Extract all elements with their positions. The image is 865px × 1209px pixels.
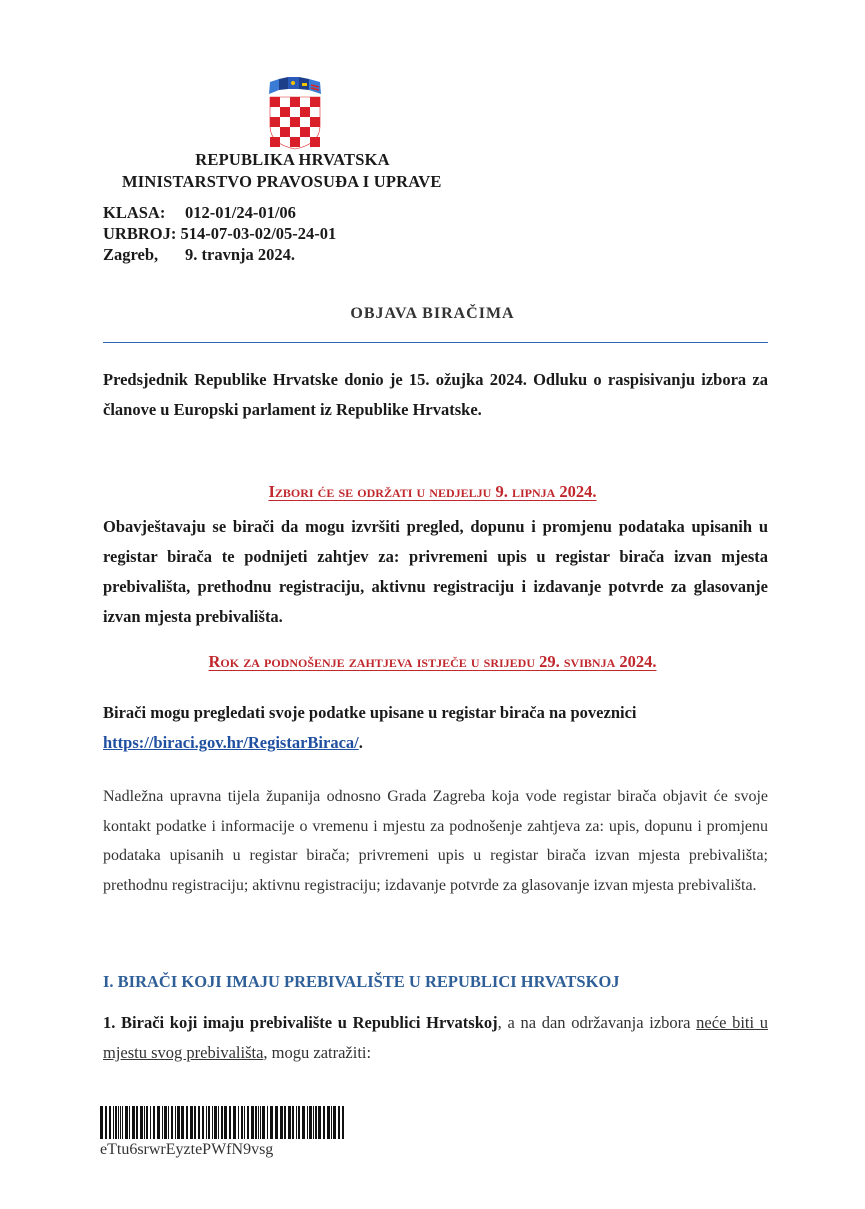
barcode-bar [244,1106,245,1139]
place-label: Zagreb, [103,245,159,264]
paragraph-decision: Predsjednik Republike Hrvatske donio je 15. ožujka 2024. Odluku o raspisivanju izbora za članove u Europski parlament iz Republike Hrvatske. [103,370,768,419]
barcode-bar [186,1106,188,1139]
barcode [100,1106,346,1139]
date-value: 9. travnja 2024. [185,245,295,264]
barcode-bar [296,1106,297,1139]
barcode-bar [267,1106,268,1139]
ministry-name: MINISTARSTVO PRAVOSUĐA I UPRAVE [122,172,442,191]
klasa-label: KLASA: [103,203,166,222]
barcode-bar [313,1106,314,1139]
barcode-bar [194,1106,196,1139]
barcode-bar [113,1106,114,1139]
barcode-bar [275,1106,278,1139]
title-divider [103,342,768,343]
urbroj-line [103,224,336,244]
checker-square [270,117,280,127]
checker-square [310,117,320,127]
barcode-bar [177,1106,180,1139]
checker-square [290,137,300,147]
barcode-bar [202,1106,204,1139]
barcode-bar [212,1106,213,1139]
barcode-bar [224,1106,227,1139]
barcode-bar [229,1106,231,1139]
barcode-bar [168,1106,169,1139]
barcode-bar [214,1106,217,1139]
barcode-bar [164,1106,167,1139]
barcode-bar [233,1106,236,1139]
register-link[interactable]: https://biraci.gov.hr/RegistarBiraca/ [103,733,359,752]
barcode-bar [150,1106,151,1139]
register-text: Birači mogu pregledati svoje podatke upisane u registar birača na poveznici [103,703,637,722]
barcode-bar [146,1106,148,1139]
barcode-bar [327,1106,330,1139]
deadline-text: Rok za podnošenje zahtjeva istječe u srijedu 29. svibnja 2024. [208,652,657,671]
barcode-bar [280,1106,283,1139]
barcode-bar [331,1106,332,1139]
barcode-bar [171,1106,173,1139]
barcode-bar [270,1106,273,1139]
section-bold-text: 1. Birači koji imaju prebivalište u Republici Hrvatskoj [103,1013,498,1032]
barcode-bar [342,1106,344,1139]
barcode-bar [162,1106,163,1139]
barcode-bar [208,1106,210,1139]
register-period: . [358,733,363,752]
barcode-bar [221,1106,223,1139]
barcode-bar [144,1106,145,1139]
barcode-bar [157,1106,160,1139]
election-date-text: Izbori će se održati u nedjelju 9. lipnja 2024. [268,482,597,501]
checker-square [290,97,300,107]
barcode-bar [109,1106,111,1139]
checker-square [280,127,290,137]
section-underlined-text: neće biti u mjestu svog prebivališta [103,1013,768,1062]
urbroj-value: 514-07-03-02/05-24-01 [180,224,337,243]
barcode-bar [338,1106,340,1139]
barcode-bar [260,1106,261,1139]
paragraph-register-link [103,698,768,758]
barcode-bar [315,1106,317,1139]
barcode-bar [247,1106,249,1139]
barcode-bar [251,1106,254,1139]
section-end-text: , mogu zatražiti: [263,1043,372,1062]
checker-square [280,107,290,117]
barcode-bar [284,1106,286,1139]
barcode-bar [318,1106,321,1139]
barcode-bar [238,1106,239,1139]
barcode-bar [129,1106,130,1139]
barcode-bar [136,1106,138,1139]
deadline-notice [0,652,865,672]
barcode-bar [153,1106,155,1139]
section-heading: I. BIRAČI KOJI IMAJU PREBIVALIŠTE U REPUBLICI HRVATSKOJ [103,972,620,991]
checker-square [270,137,280,147]
barcode-code: eTtu6srwrEyztePWfN9vsg [100,1141,274,1158]
barcode-bar [100,1106,103,1139]
klasa-line [103,203,296,223]
checker-square [290,117,300,127]
paragraph-authorities: Nadležna upravna tijela županija odnosno Grada Zagreba koja vode registar birača objavit će svoje kontakt podatke i informacije o vremenu i mjestu za podnošenje zahtjeva za: upis, dopunu i promjenu podataka upisanih u registar birača; privremeni upis u registar birača izvan mjesta prebivališta; prethodnu registraciju; aktivnu registraciju; izdavanje potvrde za glasovanje izvan mjesta prebivališta. [103,788,768,894]
barcode-bar [323,1106,325,1139]
checker-square [310,137,320,147]
barcode-bar [125,1106,128,1139]
checker-square [300,127,310,137]
barcode-bar [241,1106,243,1139]
barcode-bar [105,1106,107,1139]
barcode-bar [309,1106,312,1139]
barcode-bar [190,1106,193,1139]
barcode-bar [115,1106,117,1139]
election-date-notice [0,482,865,502]
klasa-value: 012-01/24-01/06 [185,203,296,222]
checker-square [270,97,280,107]
barcode-bar [218,1106,219,1139]
checker-square [310,97,320,107]
barcode-bar [140,1106,143,1139]
urbroj-label: URBROJ: [103,224,177,243]
barcode-bar [258,1106,259,1139]
date-line [103,245,295,265]
croatian-coat-of-arms [266,76,324,150]
barcode-bar [175,1106,176,1139]
checker-square [300,107,310,117]
barcode-bar [292,1106,294,1139]
barcode-bar [307,1106,308,1139]
barcode-bar [262,1106,265,1139]
barcode-bar [255,1106,257,1139]
paragraph-voter-info: Obavještavaju se birači da mogu izvršiti pregled, dopunu i promjenu podataka upisanih u registar birača te podnijeti zahtjev za: privremeni upis u registar birača izvan mjesta prebivališta, prethodnu registraciju, aktivnu registraciju i izdavanje potvrde za glasovanje izvan mjesta prebivališta. [103,517,768,626]
barcode-bar [298,1106,300,1139]
section-mid-text: , a na dan održavanja izbora [497,1013,697,1032]
country-name: REPUBLIKA HRVATSKA [195,150,390,169]
barcode-bar [118,1106,119,1139]
barcode-bar [288,1106,291,1139]
barcode-bar [333,1106,336,1139]
section-paragraph [103,1008,768,1068]
barcode-bar [302,1106,305,1139]
barcode-bar [206,1106,207,1139]
barcode-bar [132,1106,135,1139]
barcode-bar [122,1106,123,1139]
barcode-bar [198,1106,200,1139]
barcode-bar [181,1106,184,1139]
barcode-bar [120,1106,121,1139]
document-title: OBJAVA BIRAČIMA [350,305,515,322]
